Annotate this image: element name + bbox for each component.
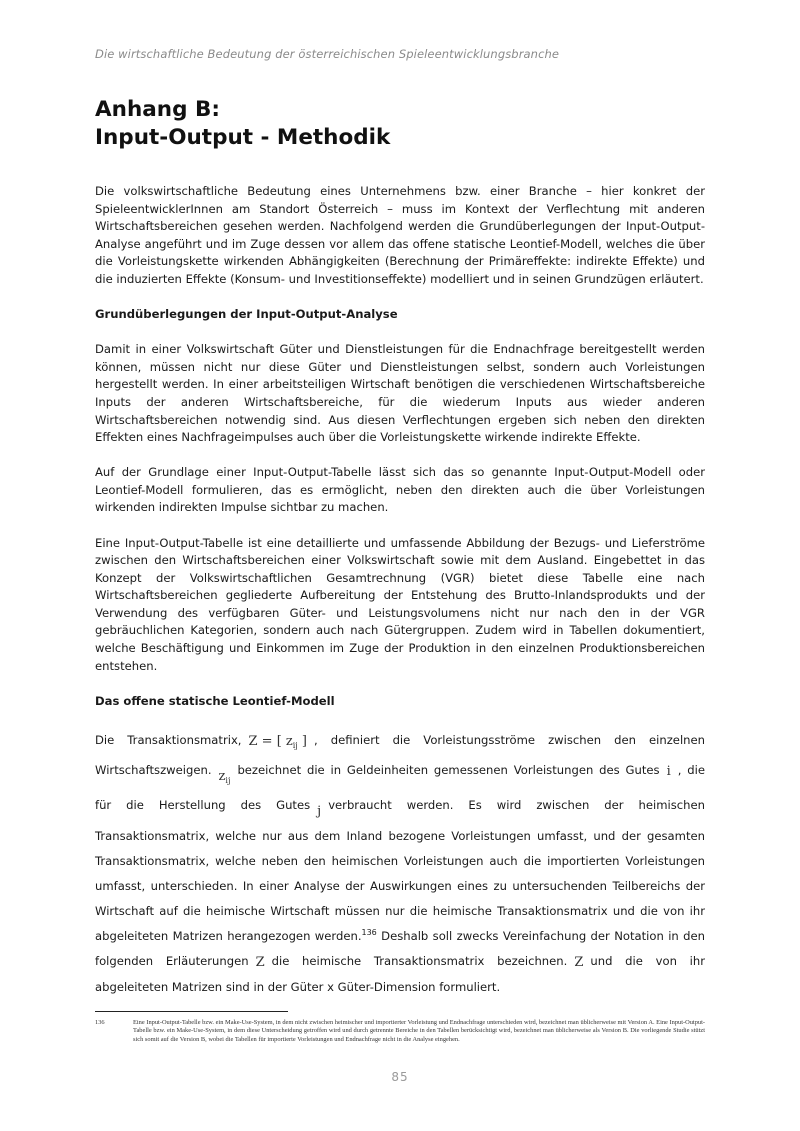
paragraph-transaktionsmatrix xyxy=(95,728,705,1000)
text-segment: Die Transaktionsmatrix, xyxy=(95,732,242,747)
main-content xyxy=(95,183,705,1017)
footnote-text: Eine Input-Output-Tabelle bzw. ein Make-Use-System, in dem nicht zwischen heimischer und importierter Vorleistung und Endnachfrage unterschieden wird, bezeichnet man üblicherweise mit Version A. Eine Input-Output-Tabelle bzw. ein Make-Use-System, in dem diese Unterscheidung getroffen wird und durch getrennte Bereiche in den Tabellen berücksichtigt wird, bezeichnet man üblicherweise als Version B. Die vorliegende Studie stützt sich somit auf die Version B, wobei die Tabellen für importierte Vorleistungen und Endnachfrage nicht in die Analyse eingehen. xyxy=(133,1019,705,1043)
chapter-title-line-1: Anhang B: xyxy=(95,97,220,122)
page-number: 85 xyxy=(391,1070,409,1084)
formula-close: ] xyxy=(297,733,308,749)
formula-j: j xyxy=(317,803,322,819)
text-segment: und die von ihr abgeleiteten Matrizen sind in der Güter x Güter-Dimension formuliert. xyxy=(95,953,705,994)
text-segment: die heimische Transaktionsmatrix bezeichnen. xyxy=(271,953,568,968)
paragraph-leontief-modell: Auf der Grundlage einer Input-Output-Tabelle lässt sich das so genannte Input-Output-Modell oder Leontief-Modell formulieren, das es ermöglicht, neben den direkten auch die über Vorleistungen wirkenden indirekten Impulse sichtbar zu machen. xyxy=(95,465,705,515)
footnote-divider xyxy=(95,1011,288,1012)
text-segment: , definiert die Vorleistungsströme zwischen den einzelnen Wirtschaftszweigen. xyxy=(95,732,705,777)
section-heading-leontief: Das offene statische Leontief-Modell xyxy=(95,693,335,708)
running-header: Die wirtschaftliche Bedeutung der österreichischen Spieleentwicklungsbranche xyxy=(95,47,560,61)
paragraph-vorleistungen: Damit in einer Volkswirtschaft Güter und Dienstleistungen für die Endnachfrage bereitgestellt werden können, müssen nicht nur diese Güter und Dienstleistungen selbst, sondern auch Vorleistungen hergestellt werden. In einer arbeitsteiligen Wirtschaft benötigen die verschiedenen Wirtschaftsbereiche Inputs der anderen Wirtschaftsbereiche, für die wiederum Inputs aus wieder anderen Wirtschaftsbereichen notwendig sind. Aus diesen Verflechtungen ergeben sich neben den direkten Effekten eines Nachfrageimpulses auch über die Vorleistungskette wirkende indirekte Effekte. xyxy=(95,342,705,445)
formula-subscript: ij xyxy=(292,740,298,750)
text-segment: bezeichnet die in Geldeinheiten gemessenen Vorleistungen des Gutes xyxy=(237,762,660,777)
formula-z-ij xyxy=(219,764,231,793)
formula-z-part: Z = [ z xyxy=(248,733,293,749)
section-heading-grundueberlegungen: Grundüberlegungen der Input-Output-Analyse xyxy=(95,307,398,322)
intro-paragraph: Die volkswirtschaftliche Bedeutung eines Unternehmens bzw. einer Branche – hier konkret der SpieleentwicklerInnen am Standort Österreich – muss im Kontext der Verflechtung mit anderen Wirtschaftsbereichen gesehen werden. Nachfolgend werden die Grundüberlegungen der Input-Output-Analyse angeführt und im Zuge dessen vor allem das offene statische Leontief-Modell, welches die über die Vorleistungskette wirkenden Abhängigkeiten (Berechnung der Primäreffekte: indirekte Effekte) und die induzierten Effekte (Konsum- und Investitionseffekte) modelliert und in seinen Grundzügen erläutert. xyxy=(95,184,705,286)
formula-Z: Z xyxy=(574,954,584,970)
paragraph-input-output-tabelle: Eine Input-Output-Tabelle ist eine detaillierte und umfassende Abbildung der Bezugs- und Lieferströme zwischen den Wirtschaftsbereichen einer Volkswirtschaft sowie mit dem Ausland. Eingebettet in das Konzept der Volkswirtschaftlichen Gesamtrechnung (VGR) bietet diese Tabelle eine nach Wirtschaftsbereichen gegliederte Aufbereitung der Entstehung des Brutto-Inlandsprodukts und der Verwendung des verfügbaren Güter- und Leistungsvolumens nicht nur nach den in der VGR gebräuchlichen Kategorien, sondern auch nach Gütergruppen. Zudem wird in Tabellen dokumentiert, welche Beschäftigung und Einkommen im Zuge der Produktion in den einzelnen Produktionsbereichen entstehen. xyxy=(95,535,705,673)
chapter-title xyxy=(95,96,390,152)
footnote-reference[interactable]: 136 xyxy=(361,927,377,937)
formula-i: i xyxy=(666,763,671,779)
chapter-title-line-2: Input-Output - Methodik xyxy=(95,125,391,150)
footnote-number: 136 xyxy=(95,1019,105,1026)
formula-z: z xyxy=(218,768,226,784)
text-segment: , die für die Herstellung des Gutes xyxy=(95,762,705,812)
text-segment: Deshalb soll zwecks Vereinfachung der Notation in den folgenden Erläuterungen xyxy=(95,928,705,968)
footnote xyxy=(95,1019,705,1044)
text-segment: verbraucht werden. Es wird zwischen der heimischen Transaktionsmatrix, welche nur aus dem Inland bezogene Vorleistungen umfasst, und der gesamten Transaktionsmatrix, welche neben den heimischen Vorleistungen auch die importierten Vorleistungen umfasst, unterschieden. In einer Analyse der Auswirkungen eines zu untersuchenden Teilbereichs der Wirtschaft auf die heimische Wirtschaft müssen nur die heimische Transaktionsmatrix und die von ihr abgeleiteten Matrizen herangezogen werden. xyxy=(95,797,705,943)
formula-subscript: ij xyxy=(225,775,231,785)
formula-transaction-matrix xyxy=(249,729,308,758)
formula-Z: Z xyxy=(255,954,265,970)
